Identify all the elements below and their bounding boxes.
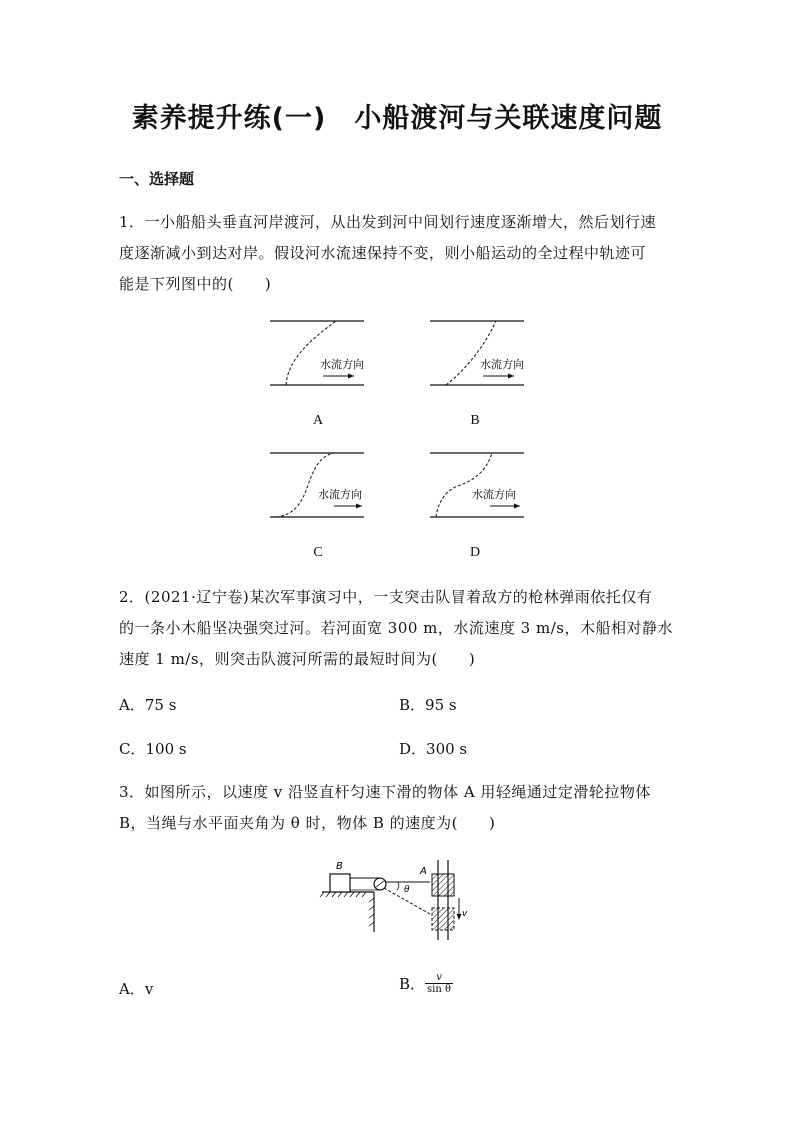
q1-figure-c	[268, 450, 368, 522]
q3-option-b	[399, 972, 453, 995]
flow-label-c: 水流方向	[318, 488, 362, 501]
section-heading: 一、选择题	[119, 170, 195, 188]
q3-option-b-prefix: B．	[399, 975, 426, 993]
q1-line-3: 能是下列图中的( )	[119, 275, 272, 293]
flow-label-d: 水流方向	[472, 488, 516, 501]
q1-label-c: C	[313, 545, 323, 560]
q1-figure-a	[268, 318, 368, 390]
label-v: v	[462, 909, 468, 919]
q1-figure-b	[428, 318, 528, 390]
q2-option-d: D．300 s	[399, 740, 468, 758]
trajectory-a	[286, 321, 336, 385]
block-a-lower	[432, 908, 454, 930]
q1-line-2: 度逐渐减小到达对岸。假设河水流速保持不变，则小船运动的全过程中轨迹可	[119, 244, 647, 262]
block-b	[330, 874, 350, 892]
label-b: B	[336, 861, 343, 872]
q1-line-1: 1．一小船船头垂直河岸渡河，从出发到河中间划行速度逐渐增大，然后划行速	[119, 213, 657, 231]
q1-figure-d	[428, 450, 528, 522]
fraction-numerator: v	[425, 972, 453, 984]
flow-label-b: 水流方向	[480, 358, 524, 371]
q2-option-c: C．100 s	[119, 740, 187, 758]
q2-line-2: 的一条小木船坚决强突过河。若河面宽 300 m，水流速度 3 m/s，木船相对静水	[119, 619, 673, 637]
fraction-denominator: sin θ	[427, 984, 452, 995]
q3-line-2: B，当绳与水平面夹角为 θ 时，物体 B 的速度为( )	[119, 814, 496, 832]
q3-option-a: A．v	[119, 980, 154, 998]
q2-line-1: 2．(2021·辽宁卷)某次军事演习中，一支突击队冒着敌方的枪林弹雨依托仅有	[119, 588, 653, 606]
page-title: 素养提升练(一) 小船渡河与关联速度问题	[131, 103, 663, 134]
block-a	[432, 874, 454, 896]
label-theta: θ	[404, 885, 410, 895]
flow-label-a: 水流方向	[320, 358, 364, 371]
q2-option-b: B．95 s	[399, 696, 457, 714]
label-a: A	[420, 866, 427, 877]
q1-label-a: A	[312, 413, 324, 428]
trajectory-d	[436, 453, 492, 517]
q1-label-b: B	[470, 413, 480, 428]
trajectory-c	[276, 453, 334, 517]
q2-line-3: 速度 1 m/s，则突击队渡河所需的最短时间为( )	[119, 650, 476, 668]
q3-line-1: 3．如图所示，以速度 v 沿竖直杆匀速下滑的物体 A 用轻绳通过定滑轮拉物体	[119, 783, 651, 801]
q3-figure	[318, 852, 478, 942]
trajectory-b	[446, 321, 496, 385]
q2-option-a: A．75 s	[119, 696, 177, 714]
q1-label-d: D	[469, 545, 481, 560]
q3-option-b-fraction	[425, 972, 453, 995]
